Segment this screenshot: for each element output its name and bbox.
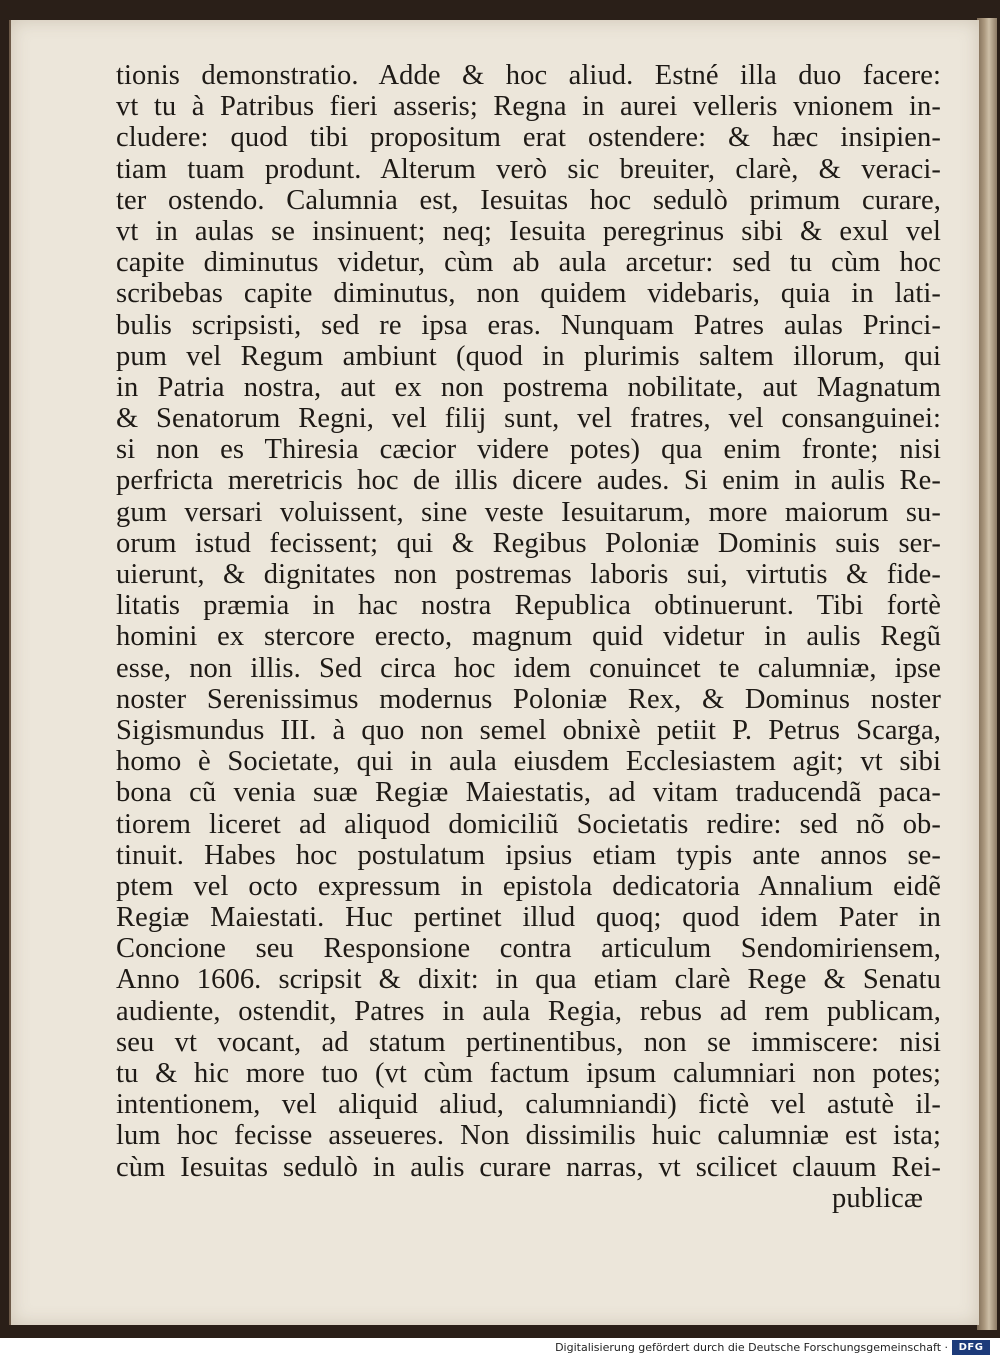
text-line: seu vt vocant, ad statum pertinentibus, non se immiscere: nisi	[116, 1026, 941, 1058]
footer-credit: Digitalisierung gefördert durch die Deutsche Forschungsgemeinschaft ·	[555, 1341, 948, 1354]
text-line: tiorem liceret ad aliquod domiciliũ Societatis redire: sed nõ ob-	[116, 808, 941, 840]
text-line: bona cũ venia suæ Regiæ Maiestatis, ad vitam traducendã paca-	[116, 777, 941, 809]
text-line: gum versari voluissent, sine veste Iesuitarum, more maiorum su-	[116, 496, 941, 528]
text-line: Concione seu Responsione contra articulum Sendomiriensem,	[116, 933, 941, 965]
text-line: ptem vel octo expressum in epistola dedicatoria Annalium eidẽ	[116, 870, 941, 902]
dfg-logo: DFG	[952, 1340, 990, 1355]
text-line: ter ostendo. Calumnia est, Iesuitas hoc sedulò primum curare,	[116, 184, 941, 216]
text-line: tionis demonstratio. Adde & hoc aliud. Estné illa duo facere:	[116, 60, 941, 91]
text-line: pum vel Regum ambiunt (quod in plurimis saltem illorum, qui	[116, 340, 941, 372]
text-line: in Patria nostra, aut ex non postrema nobilitate, aut Magnatum	[116, 371, 941, 403]
page-text	[116, 60, 941, 1214]
page-edge	[977, 18, 997, 1330]
text-line: cludere: quod tibi propositum erat ostendere: & hæc insipien-	[116, 122, 941, 154]
text-line: cùm Iesuitas sedulò in aulis curare narras, vt scilicet clauum Rei-	[116, 1151, 941, 1183]
text-line: lum hoc fecisse asseueres. Non dissimilis huic calumniæ est ista;	[116, 1120, 941, 1152]
text-line: intentionem, vel aliquid aliud, calumniandi) fictè vel astutè il-	[116, 1089, 941, 1121]
text-line: tinuit. Habes hoc postulatum ipsius etiam typis ante annos se-	[116, 839, 941, 871]
text-line: scribebas capite diminutus, non quidem videbaris, quia in lati-	[116, 278, 941, 310]
text-line: litatis præmia in hac nostra Republica obtinuerunt. Tibi fortè	[116, 590, 941, 622]
text-line: & Senatorum Regni, vel filij sunt, vel fratres, vel consanguinei:	[116, 403, 941, 435]
text-line: vt in aulas se insinuent; neq; Iesuita peregrinus sibi & exul vel	[116, 215, 941, 247]
text-line: tiam tuam produnt. Alterum verò sic breuiter, clarè, & veraci-	[116, 153, 941, 185]
text-line: homini ex stercore erecto, magnum quid videtur in aulis Regũ	[116, 621, 941, 653]
text-line: Anno 1606. scripsit & dixit: in qua etiam clarè Rege & Senatu	[116, 964, 941, 996]
text-line: esse, non illis. Sed circa hoc idem conuincet te calumniæ, ipse	[116, 652, 941, 684]
text-line: bulis scripsisti, sed re ipsa eras. Nunquam Patres aulas Princi-	[116, 309, 941, 341]
text-line: noster Serenissimus modernus Poloniæ Rex, & Dominus noster	[116, 683, 941, 715]
text-line: audiente, ostendit, Patres in aula Regia, rebus ad rem publicam,	[116, 995, 941, 1027]
text-line: Sigismundus III. à quo non semel obnixè petiit P. Petrus Scarga,	[116, 714, 941, 746]
text-line: homo è Societate, qui in aula eiusdem Ecclesiastem agit; vt sibi	[116, 746, 941, 778]
text-line: si non es Thiresia cæcior videre potes) qua enim fronte; nisi	[116, 434, 941, 466]
text-line: tu & hic more tuo (vt cùm factum ipsum calumniari non potes;	[116, 1058, 941, 1089]
text-line: vt tu à Patribus fieri asseris; Regna in aurei velleris vnionem in-	[116, 91, 941, 123]
text-line: capite diminutus videtur, cùm ab aula arcetur: sed tu cùm hoc	[116, 247, 941, 279]
text-line: Regiæ Maiestati. Huc pertinet illud quoq; quod idem Pater in	[116, 902, 941, 934]
catchword: publicæ	[832, 1182, 923, 1214]
text-line: orum istud fecissent; qui & Regibus Poloniæ Dominis suis ser-	[116, 527, 941, 559]
text-line: perfricta meretricis hoc de illis dicere audes. Si enim in aulis Re-	[116, 465, 941, 497]
text-line: uierunt, & dignitates non postremas laboris sui, virtutis & fide-	[116, 559, 941, 590]
